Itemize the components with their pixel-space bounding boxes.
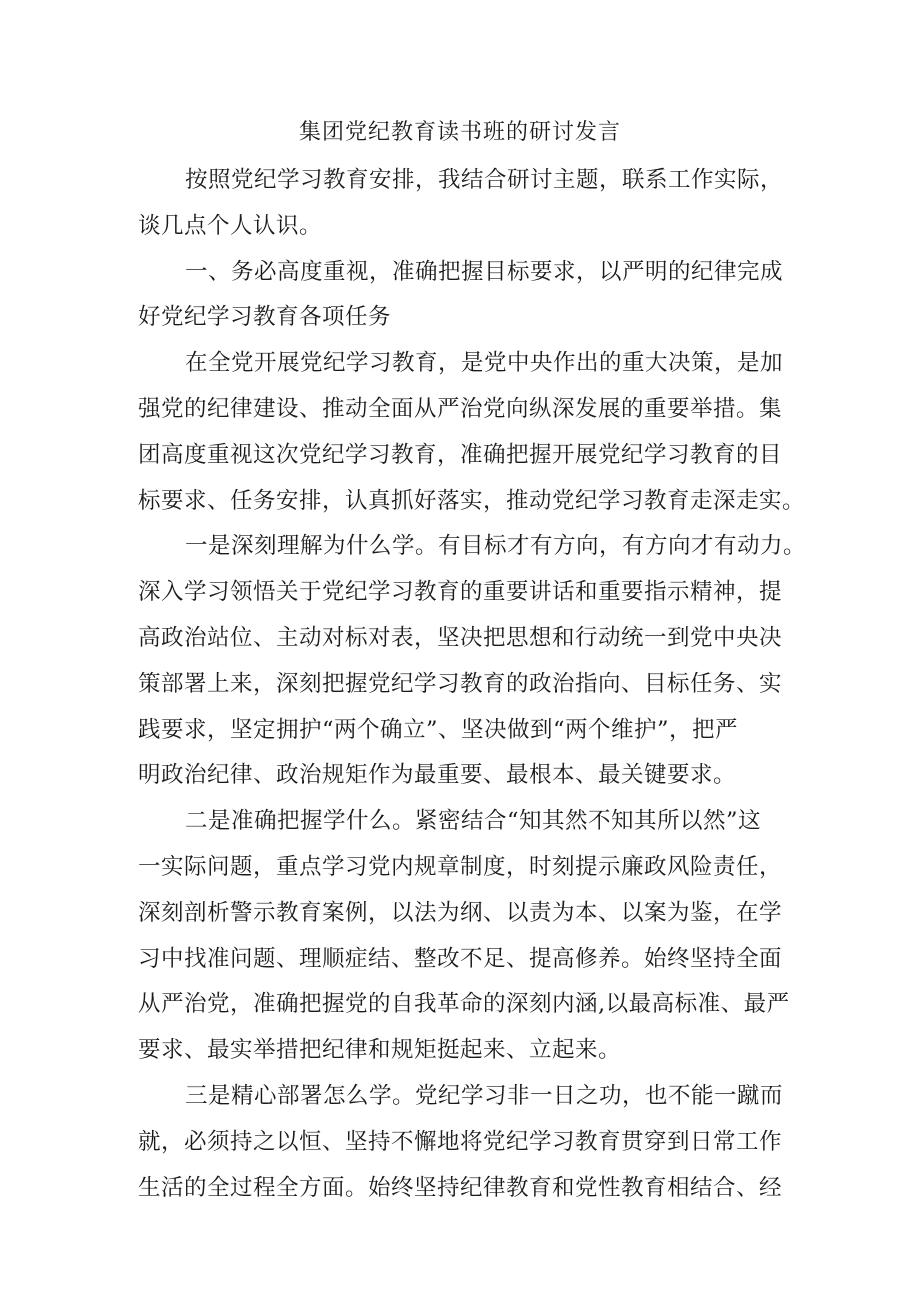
text-line: 一是深刻理解为什么学。有目标才有方向，有方向才有动力。 xyxy=(185,533,807,560)
text-line: 团高度重视这次党纪学习教育，准确把握开展党纪学习教育的目 xyxy=(138,441,783,468)
section-heading-line: 一、务必高度重视，准确把握目标要求，以严明的纪律完成 xyxy=(185,258,784,285)
text-line: 二是准确把握学什么。紧密结合“知其然不知其所以然”这 xyxy=(185,808,762,835)
text-line: 生活的全过程全方面。始终坚持纪律教育和党性教育相结合、经 xyxy=(138,1174,783,1201)
text-line: 三是精心部署怎么学。党纪学习非一日之功，也不能一蹴而 xyxy=(185,1082,784,1109)
text-line: 标要求、任务安排，认真抓好落实，推动党纪学习教育走深走实。 xyxy=(138,487,806,514)
text-line: 强党的纪律建设、推动全面从严治党向纵深发展的重要举措。集 xyxy=(138,395,783,422)
text-line: 按照党纪学习教育安排，我结合研讨主题，联系工作实际， xyxy=(185,167,784,193)
text-line: 践要求，坚定拥护“两个确立”、坚决做到“两个维护”，把严 xyxy=(138,716,739,743)
text-line: 策部署上来，深刻把握党纪学习教育的政治指向、目标任务、实 xyxy=(138,670,783,697)
text-line: 在全党开展党纪学习教育，是党中央作出的重大决策，是加 xyxy=(185,350,784,377)
text-line: 一实际问题，重点学习党内规章制度，时刻提示廉政风险责任， xyxy=(138,853,783,880)
text-line: 要求、最实举措把纪律和规矩挺起来、立起来。 xyxy=(138,1037,622,1064)
text-line: 高政治站位、主动对标对表，坚决把思想和行动统一到党中央决 xyxy=(138,624,783,651)
document-body xyxy=(138,158,807,1211)
text-line: 就，必须持之以恒、坚持不懈地将党纪学习教育贯穿到日常工作 xyxy=(138,1128,783,1155)
text-line: 从严治党，准确把握党的自我革命的深刻内涵,以最高标准、最严 xyxy=(138,991,790,1018)
text-line: 谈几点个人认识。 xyxy=(138,212,323,239)
section-heading-line: 好党纪学习教育各项任务 xyxy=(138,304,392,331)
document-title: 集团党纪教育读书班的研讨发言 xyxy=(298,120,621,145)
text-line: 明政治纪律、政治规矩作为最重要、最根本、最关键要求。 xyxy=(138,762,737,789)
text-line: 习中找准问题、理顺症结、整改不足、提高修养。始终坚持全面 xyxy=(138,945,783,972)
text-line: 深刻剖析警示教育案例，以法为纲、以责为本、以案为鉴，在学 xyxy=(138,899,783,926)
text-line: 深入学习领悟关于党纪学习教育的重要讲话和重要指示精神，提 xyxy=(138,579,783,606)
